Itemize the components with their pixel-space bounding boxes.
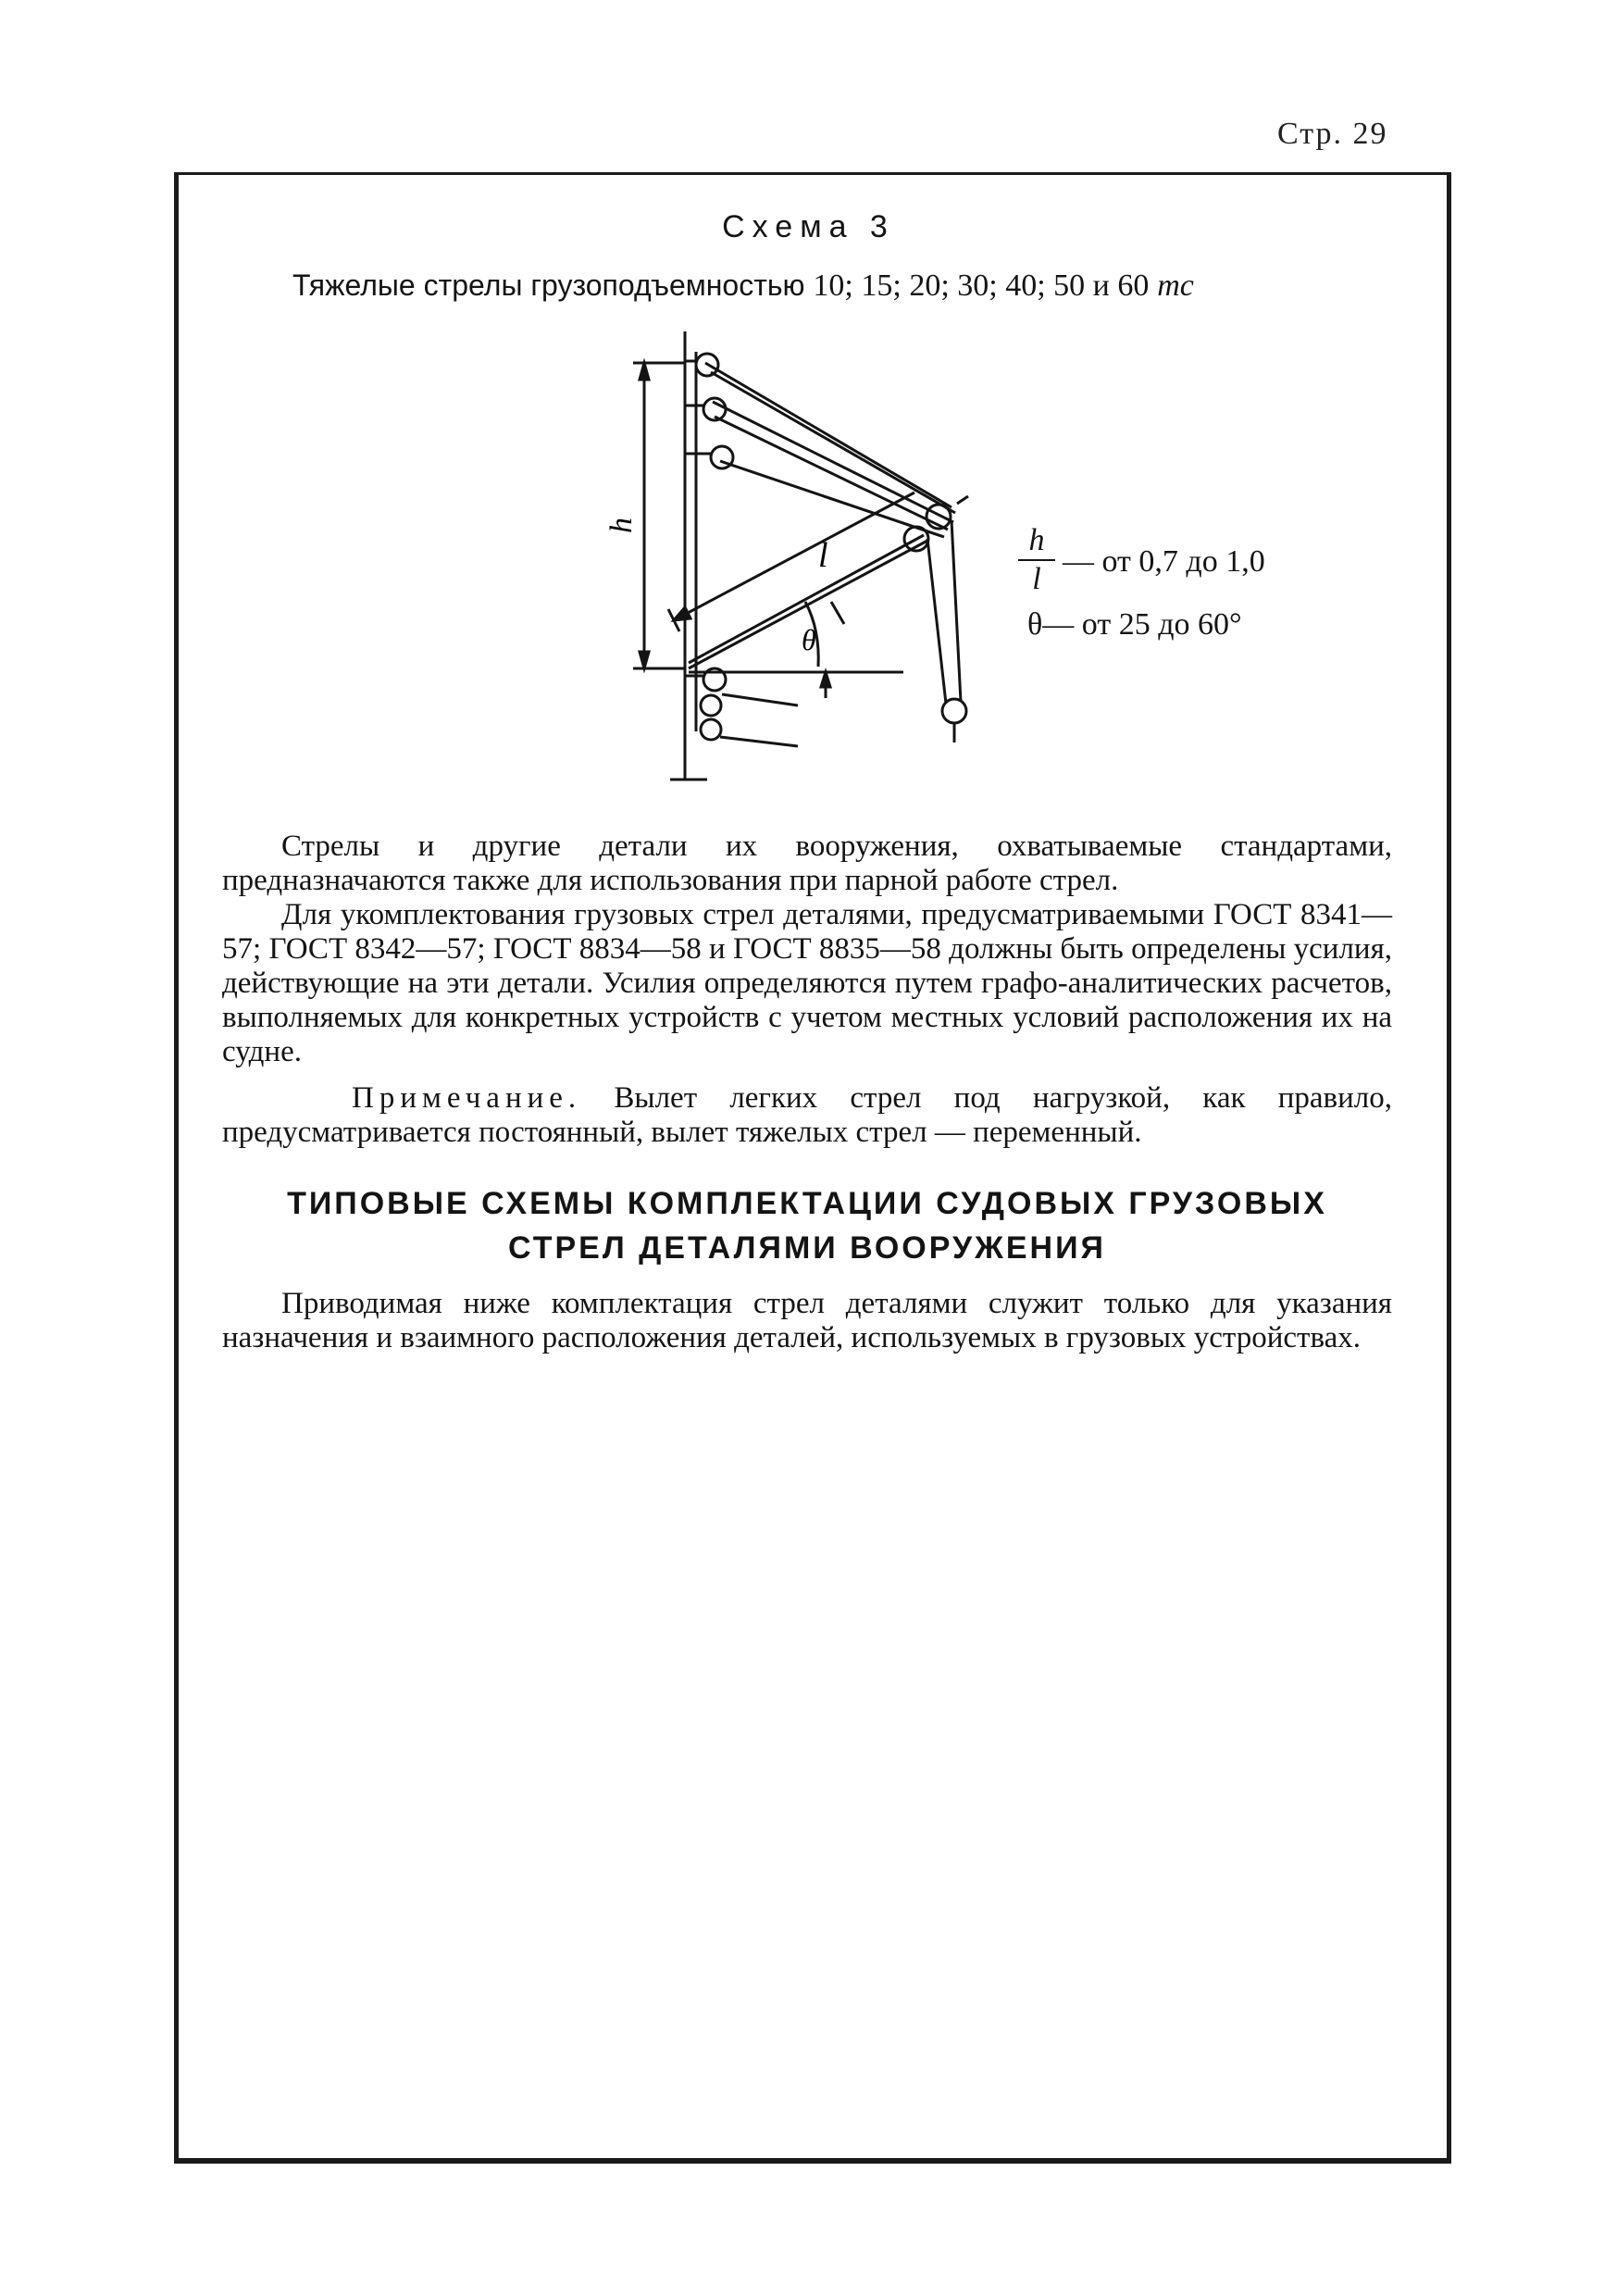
cargo-fall-2 xyxy=(952,520,961,702)
paragraph-1: Стрелы и другие детали их вооружения, охватываемые стандартами, предназначаются также для использования при парной работе стрел. xyxy=(222,830,1392,897)
paragraph-3: Приводимая ниже комплектация стрел деталями служит только для указания назначения и взаимного расположения деталей, используемых в грузовых устройствах. xyxy=(222,1287,1392,1354)
topping-lift-2 xyxy=(711,372,955,513)
note-paragraph xyxy=(222,1081,1392,1150)
paragraph-2: Для укомплектования грузовых стрел деталями, предусматриваемыми ГОСТ 8341—57; ГОСТ 8342—57; ГОСТ 8834—58 и ГОСТ 8835—58 должны быть определены усилия, действующие на эти детали. Усилия определяются путем графо-аналитических расчетов, выполняемых для конкретных устройств с учетом местных условий расположения их на судне. xyxy=(222,898,1392,1068)
label-h: h xyxy=(604,518,639,533)
section-heading-line-1: ТИПОВЫЕ СХЕМЫ КОМПЛЕКТАЦИИ СУДОВЫХ ГРУЗОВЫХ xyxy=(287,1186,1327,1221)
topping-lift-3 xyxy=(713,402,953,522)
heel-offset-arrowhead xyxy=(821,672,830,687)
theta-symbol: θ xyxy=(1027,607,1043,642)
scheme-capacities: 10; 15; 20; 30; 40; 50 и 60 xyxy=(813,268,1150,303)
note-label: Примечание. xyxy=(352,1081,582,1115)
ratio-numerator: h xyxy=(1028,523,1045,557)
mast-block-3 xyxy=(711,446,733,468)
l-dimension-line xyxy=(674,493,914,620)
section-heading xyxy=(222,1181,1392,1270)
topping-lift-1 xyxy=(705,363,952,507)
section-heading-line-2: СТРЕЛ ДЕТАЛЯМИ ВООРУЖЕНИЯ xyxy=(508,1230,1106,1266)
scheme-title: Схема 3 xyxy=(722,209,895,244)
heel-block-3 xyxy=(701,719,721,740)
ratio-denominator: l xyxy=(1032,562,1041,596)
boom-head-tick xyxy=(957,496,968,504)
theta-range: — от 25 до 60° xyxy=(1042,607,1242,642)
theta-note xyxy=(1027,607,1242,643)
page-number: Стр. 29 xyxy=(1277,117,1388,151)
lead-line-1 xyxy=(722,694,798,705)
cargo-hook-block xyxy=(942,699,966,723)
label-theta: θ xyxy=(802,623,816,656)
lead-line-2 xyxy=(720,737,798,746)
note-text: Вылет легких стрел под нагрузкой, как правило, предусматривается постоянный, вылет тяжелых стрел — переменный. xyxy=(222,1081,1392,1149)
scheme-subtitle xyxy=(292,268,1366,304)
l-arrow xyxy=(674,607,690,620)
scheme-unit: тс xyxy=(1157,268,1194,303)
fraction-bar xyxy=(1018,559,1055,561)
label-l: l xyxy=(818,536,828,575)
cargo-fall-1 xyxy=(927,539,946,704)
theta-pointer xyxy=(831,602,844,624)
heel-block-2 xyxy=(701,695,721,716)
h-arrow-top xyxy=(640,363,649,380)
topping-lift-4 xyxy=(715,417,948,530)
ratio-range: — от 0,7 до 1,0 xyxy=(1063,544,1265,579)
ratio-fraction xyxy=(1018,524,1055,596)
h-arrow-bottom xyxy=(640,652,649,668)
scheme-subtitle-prefix: Тяжелые стрелы грузоподъемностью xyxy=(292,268,805,302)
